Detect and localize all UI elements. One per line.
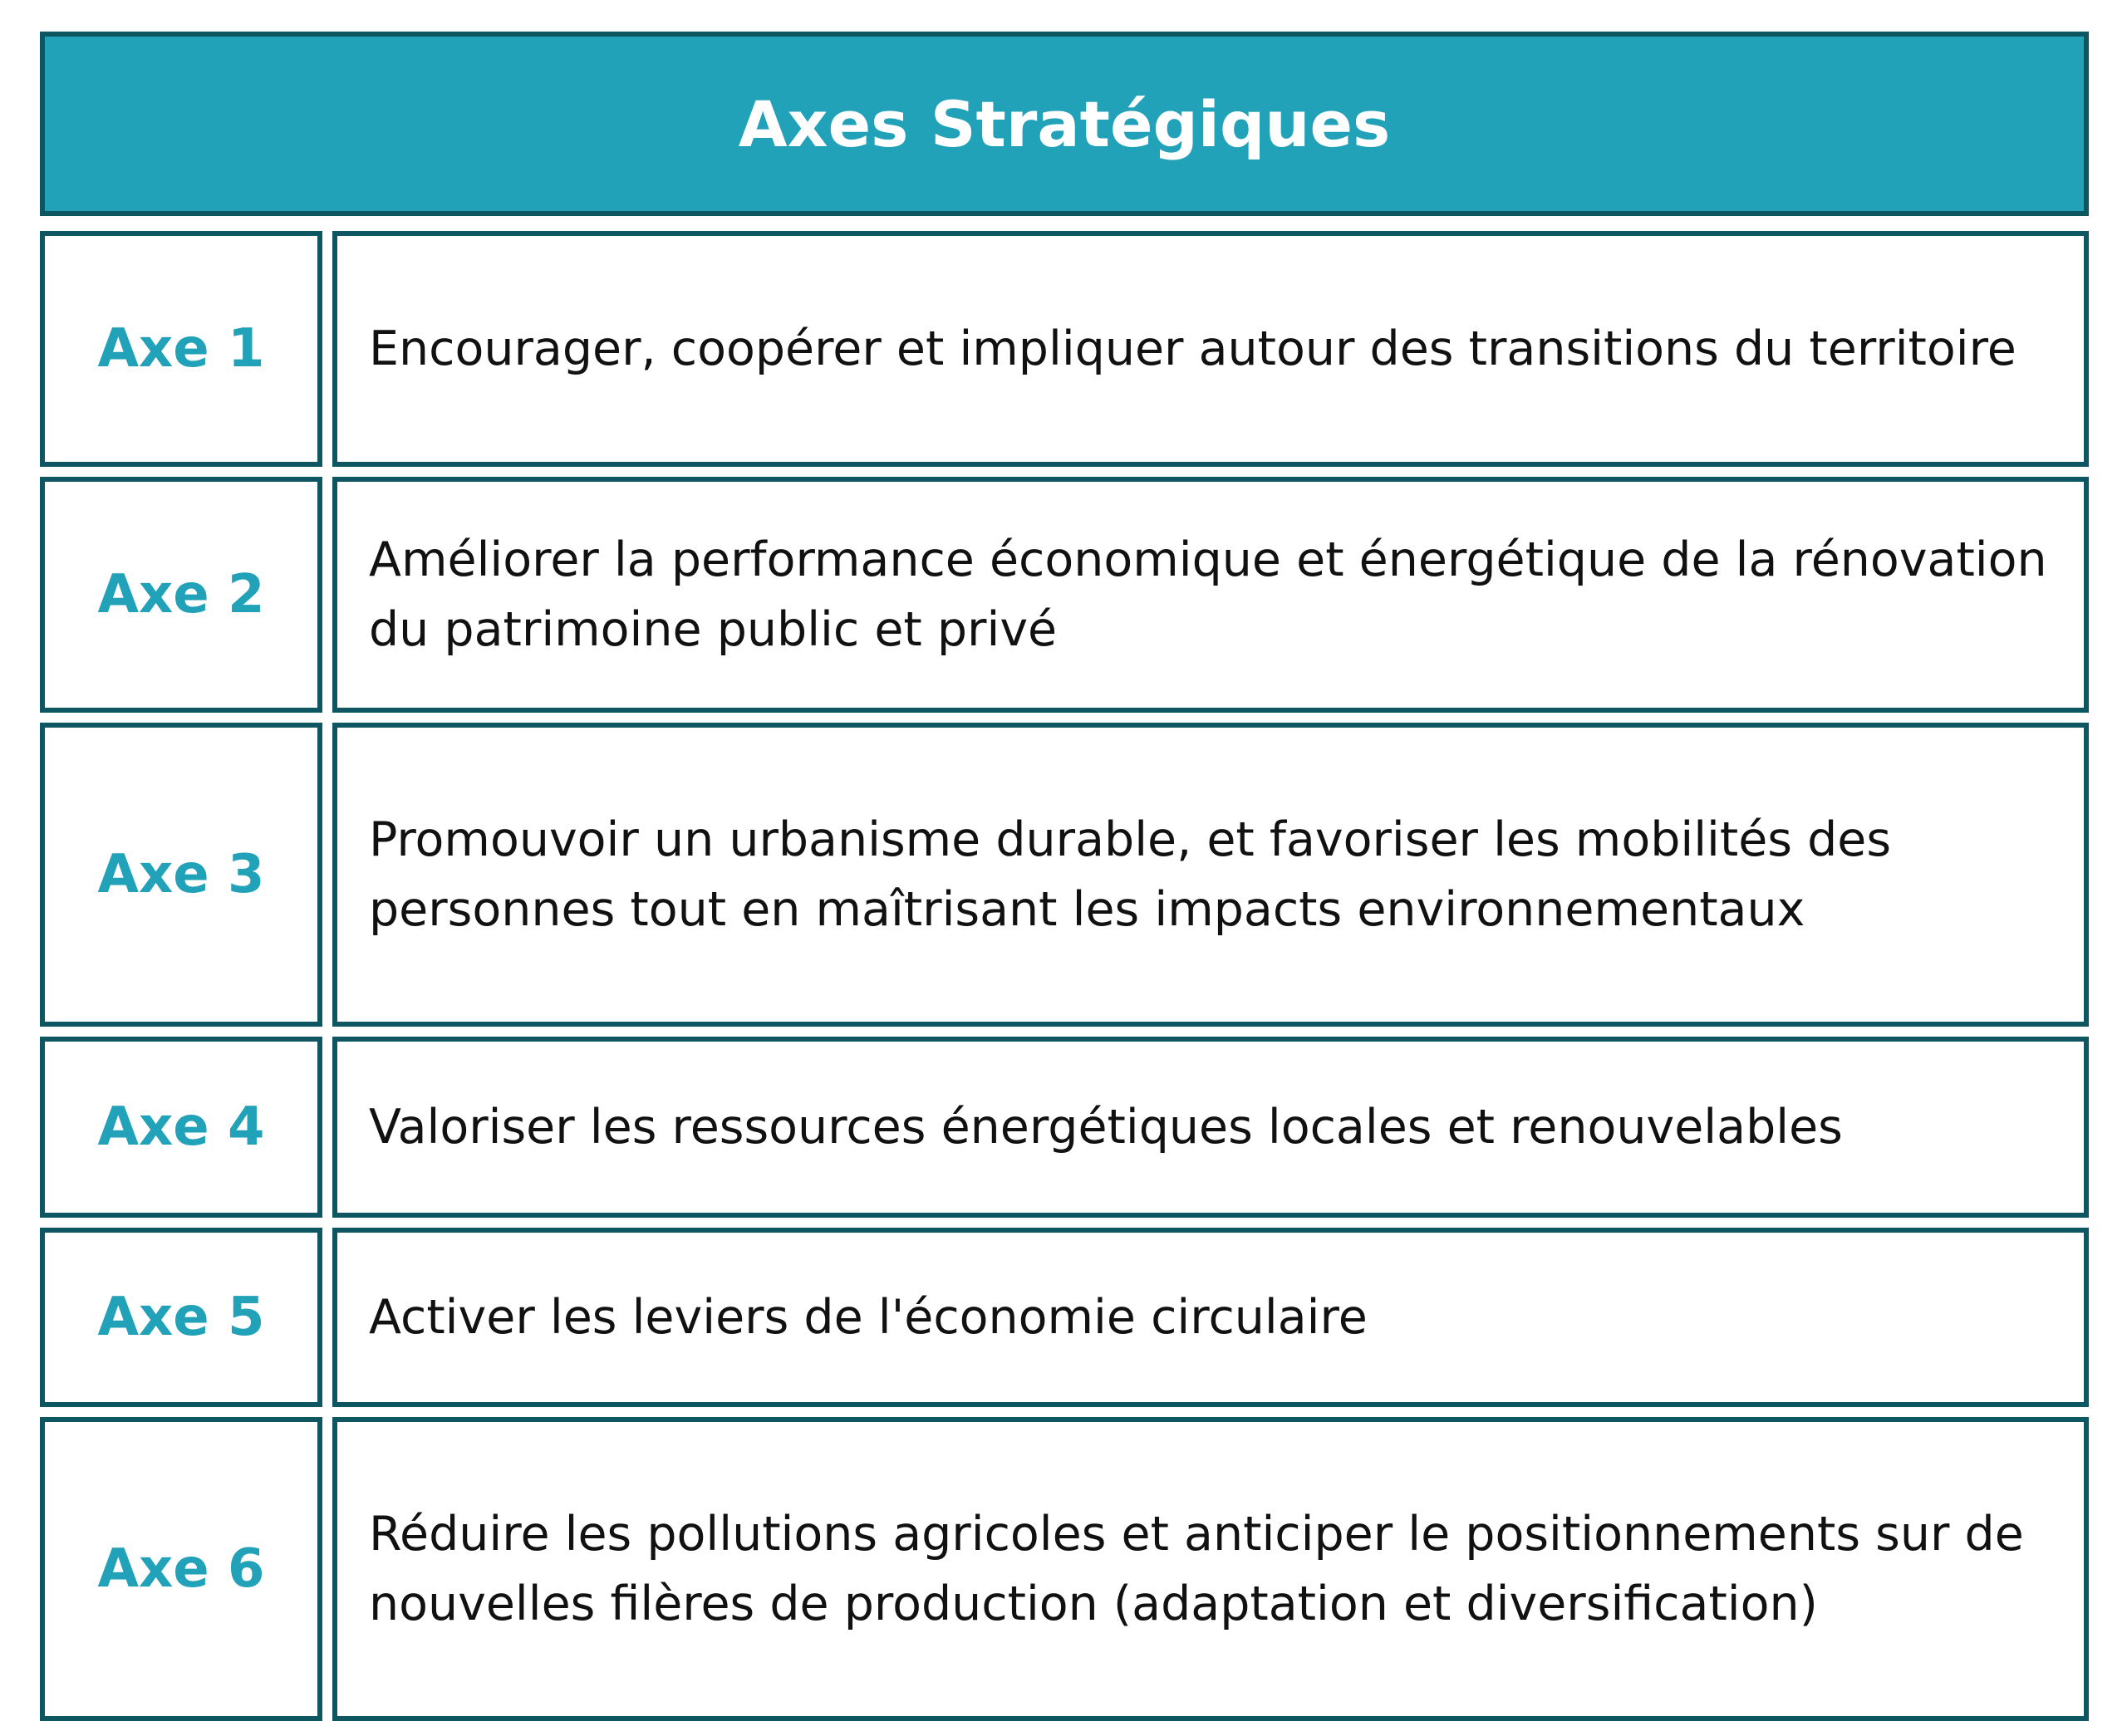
axe-description-cell	[332, 1228, 2089, 1407]
axe-label: Axe 1	[97, 318, 265, 380]
table-title: Axes Stratégiques	[738, 86, 1391, 161]
axe-label-cell	[40, 723, 322, 1027]
table-row-axe-6	[40, 1417, 2089, 1721]
axe-label-cell	[40, 1037, 322, 1218]
axe-description-cell	[332, 1417, 2089, 1721]
axe-label-cell	[40, 1417, 322, 1721]
axe-description: Valoriser les ressources énergétiques locales et renouvelables	[369, 1100, 1843, 1155]
table-row-axe-5	[40, 1228, 2089, 1407]
axe-description: Activer les leviers de l'économie circulaire	[369, 1290, 1368, 1345]
axe-description: Réduire les pollutions agricoles et anticiper le positionnements sur de nouvelles filères de production (adaptation et diversification)	[369, 1507, 2024, 1631]
axe-description-cell	[332, 231, 2089, 467]
axe-label: Axe 2	[97, 564, 265, 625]
axe-label: Axe 4	[97, 1096, 265, 1158]
axe-label-cell	[40, 1228, 322, 1407]
table-row-axe-1	[40, 231, 2089, 467]
axe-description-cell	[332, 1037, 2089, 1218]
axe-description: Améliorer la performance économique et énergétique de la rénovation du patrimoine public et privé	[369, 532, 2047, 657]
axe-description-cell	[332, 477, 2089, 713]
axe-description: Encourager, coopérer et impliquer autour des transitions du territoire	[369, 321, 2016, 376]
table-row-axe-4	[40, 1037, 2089, 1218]
axe-label: Axe 5	[97, 1287, 265, 1348]
table-row-axe-3	[40, 723, 2089, 1027]
axe-description: Promouvoir un urbanisme durable, et favoriser les mobilités des personnes tout en maîtrisant les impacts environnementaux	[369, 812, 1892, 937]
axe-label-cell	[40, 231, 322, 467]
table-row-axe-2	[40, 477, 2089, 713]
axe-description-cell	[332, 723, 2089, 1027]
table-header	[40, 32, 2089, 216]
axe-label-cell	[40, 477, 322, 713]
axe-label: Axe 6	[97, 1538, 265, 1600]
axe-label: Axe 3	[97, 844, 265, 905]
